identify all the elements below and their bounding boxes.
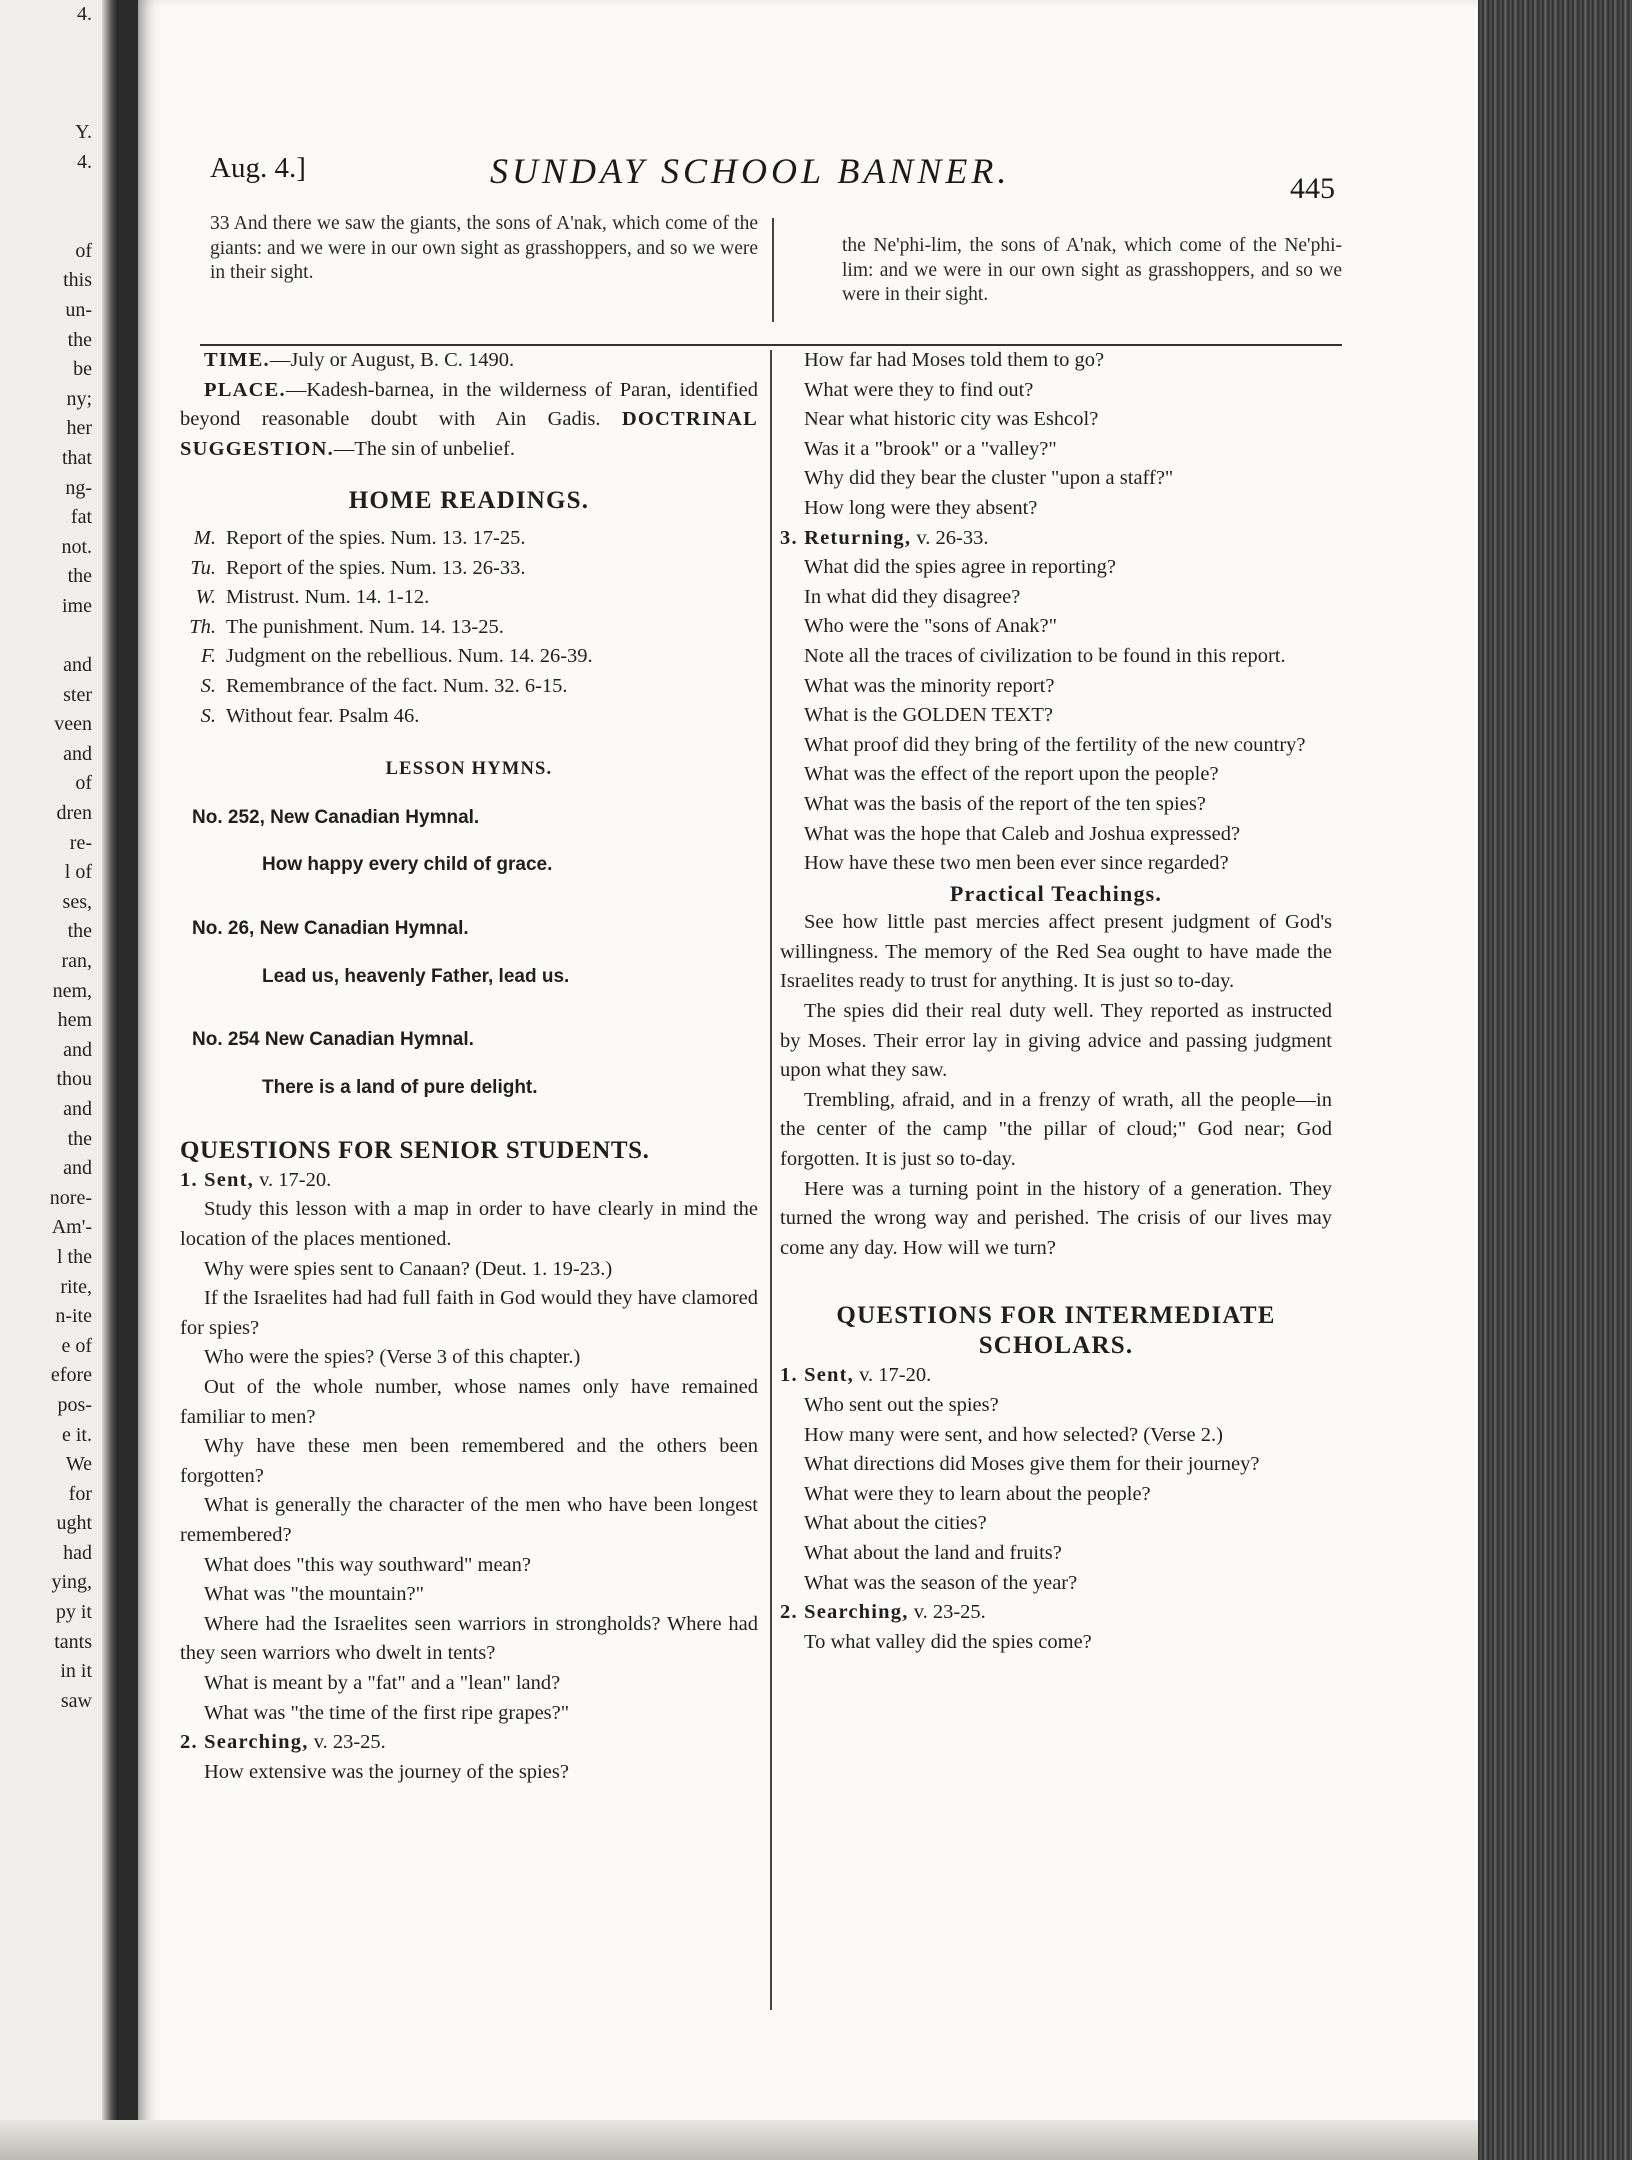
left-page-fragment: that [62,446,92,469]
left-page-fragment [50,621,92,651]
left-page-fragment: ses, [62,890,92,913]
intermediate-sent-number: 1. Sent, [780,1364,854,1387]
practical-teachings [780,908,1332,1263]
left-page-fragment: re- [69,831,92,854]
lesson-hymns-heading: LESSON HYMNS. [385,759,553,780]
question-paragraph: Near what historic city was Eshcol? [804,408,1099,431]
left-page-fragment: e it. [62,1423,92,1446]
column-divider [770,350,772,2010]
hymn-title: Lead us, heavenly Father, lead us. [262,965,570,987]
senior-sent-number: 1. Sent, [180,1168,254,1191]
home-reading-item [180,613,758,643]
question-paragraph: How far had Moses told them to go? [804,349,1105,371]
home-reading-day: F. [200,645,216,668]
teaching-paragraph: The spies did their real duty well. They reported as instructed by Moses. Their error lay in giving advice and passing judgment upon what they saw. [780,1000,1332,1082]
left-page-fragment: of [75,772,92,795]
left-page-fragment: ng- [65,476,92,499]
question-paragraph: What directions did Moses give them for their journey? [804,1453,1260,1476]
question-paragraph: What was the hope that Caleb and Joshua expressed? [804,822,1241,845]
question-paragraph: What was the effect of the report upon the people? [804,763,1219,786]
left-page-fragment: e of [61,1334,92,1357]
question-paragraph: What was "the mountain?" [204,1583,424,1606]
senior-sent-ref: v. 17-20. [259,1168,332,1191]
question-paragraph: How many were sent, and how selected? (Verse 2.) [804,1423,1223,1446]
home-reading-item [180,672,758,702]
senior-returning-questions [780,553,1332,879]
left-page-fragment: and [63,1157,92,1180]
hymn-gap [180,832,758,850]
hymn-gap [180,944,758,962]
left-page-fragment: tants [54,1630,92,1653]
question-paragraph: To what valley did the spies come? [804,1630,1092,1653]
question-paragraph: Was it a "brook" or a "valley?" [804,437,1057,460]
left-page-fragment: l of [64,861,92,884]
hymn-number: No. 26, New Canadian Hymnal. [192,917,469,939]
question-paragraph: Where had the Israelites seen warriors in strongholds? Where had they seen warriors who dwelt in tents? [180,1612,758,1665]
home-reading-text: Mistrust. Num. 14. 1-12. [226,586,430,609]
question-paragraph: What about the cities? [804,1512,987,1535]
left-page-fragment [50,59,92,89]
senior-sent-questions [180,1195,758,1728]
left-page-fragment: nore- [49,1186,92,1209]
left-page-fragment: n-ite [55,1305,92,1328]
question-paragraph: Why have these men been remembered and the others been forgotten? [180,1435,758,1487]
left-page-fragment: nem, [52,979,92,1002]
question-paragraph: What proof did they bring of the fertility of the new country? [804,733,1306,756]
left-page-fragment: efore [50,1364,92,1387]
left-page-fragment: this [63,269,92,292]
intermediate-sent-ref: v. 17-20. [859,1364,932,1387]
hymn-gap [180,1055,758,1073]
home-reading-text: Without fear. Psalm 46. [226,704,420,727]
home-reading-day: Tu. [190,556,216,579]
question-paragraph: Who were the spies? (Verse 3 of this chapter.) [204,1346,581,1369]
hymn-list [180,803,758,1103]
scripture-left: 33 And there we saw the giants, the sons of A'nak, which come of the giants: and we were in our own sight as grasshoppers, and so we were in their sight. [210,213,758,283]
time-label: TIME. [204,349,270,371]
left-page-fragment: and [63,1097,92,1120]
left-page-fragment: the [67,1127,92,1150]
left-column [180,346,758,1787]
question-paragraph: What was the basis of the report of the ten spies? [804,792,1206,815]
home-reading-text: Judgment on the rebellious. Num. 14. 26-39. [226,645,593,668]
place-label: PLACE. [204,378,286,401]
left-page-fragment: pos- [57,1393,92,1416]
intermediate-searching-ref: v. 23-25. [913,1601,986,1624]
question-paragraph: What is meant by a "fat" and a "lean" land? [204,1671,561,1694]
question-paragraph: What is generally the character of the men who have been longest remembered? [180,1494,758,1546]
left-page-fragment: saw [60,1689,92,1712]
intermediate-searching-questions [780,1628,1332,1658]
doctrinal-text: —The sin of unbelief. [333,437,515,460]
left-page-fragment: ster [63,683,92,706]
hymn-spacer [180,991,758,1025]
hymn-title: How happy every child of grace. [262,854,553,876]
left-page-fragment [50,30,92,60]
home-readings-heading: HOME READINGS. [348,487,590,515]
left-page-fragment: dren [56,802,92,825]
question-paragraph: What was the season of the year? [804,1571,1078,1594]
left-page-fragment: the [67,565,92,588]
question-paragraph: Study this lesson with a map in order to have clearly in mind the location of the places mentioned. [180,1198,758,1251]
scripture-divider [772,218,774,322]
intermediate-searching-number: 2. Searching, [780,1601,909,1624]
place-text: —Kadesh-barnea, in the wilderness of Paran, identified beyond reasonable doubt with Ain Gadis. [180,378,758,431]
intermediate-heading-line1: QUESTIONS FOR INTERMEDIATE [836,1302,1276,1330]
question-paragraph: If the Israelites had had full faith in God would they have clamored for spies? [180,1287,758,1339]
home-reading-day: Th. [189,615,216,638]
hymn-number: No. 254 New Canadian Hymnal. [192,1029,474,1051]
home-reading-item [180,583,758,613]
teaching-paragraph: Trembling, afraid, and in a frenzy of wrath, all the people—in the center of the camp "the pillar of cloud;" God near; God forgotten. It is just so to-day. [780,1088,1332,1171]
home-reading-text: The punishment. Num. 14. 13-25. [226,615,504,638]
left-page-fragment: un- [65,298,92,321]
question-paragraph: What did the spies agree in reporting? [804,556,1116,579]
senior-searching-ref: v. 23-25. [313,1731,386,1754]
teaching-paragraph: See how little past mercies affect present judgment of God's willingness. The memory of the Red Sea ought to have made the Israelites ready to trust for anything. It is just so to-day. [780,911,1332,993]
left-page-fragment [50,178,92,208]
left-page-fragment: 4. [77,150,92,173]
home-reading-day: S. [200,674,216,697]
left-page-fragment: veen [54,713,92,736]
senior-searching-questions-continued [780,346,1332,524]
question-paragraph: Why did they bear the cluster "upon a staff?" [804,467,1174,490]
home-reading-text: Report of the spies. Num. 13. 17-25. [226,526,526,549]
senior-searching-number: 2. Searching, [180,1731,309,1754]
hymn-spacer [180,880,758,914]
left-page-fragment [50,207,92,237]
left-page-fragment: Y. [75,121,92,144]
right-column [780,346,1332,1657]
question-paragraph: What were they to find out? [804,378,1034,401]
senior-questions-heading: QUESTIONS FOR SENIOR STUDENTS. [180,1137,650,1165]
home-readings-list [180,524,758,731]
left-page-fragment: had [63,1541,92,1564]
left-page-fragment: ying, [51,1571,92,1594]
question-paragraph: What was "the time of the first ripe grapes?" [204,1701,570,1724]
home-reading-item [180,524,758,554]
home-reading-item [180,702,758,732]
question-paragraph: Note all the traces of civilization to be found in this report. [804,644,1286,667]
question-paragraph: In what did they disagree? [804,585,1021,608]
question-paragraph: What were they to learn about the people? [804,1482,1151,1505]
left-page-fragment: rite, [60,1275,92,1298]
left-page-fragment: be [73,358,92,381]
question-paragraph: What was the minority report? [804,674,1055,697]
left-page-fragment: and [63,1038,92,1061]
left-page-fragment: ime [62,594,92,617]
left-page-fragment: fat [70,506,92,529]
senior-searching-questions [180,1758,758,1788]
left-page-fragment: ran, [61,950,92,972]
left-page-fragment: l the [57,1245,92,1268]
left-page-fragment [50,89,92,119]
left-page-edge [0,0,118,2160]
book-gutter [102,0,118,2160]
left-page-fragment: and [63,742,92,765]
left-page-fragment: hem [57,1009,92,1032]
left-page-fragment: not. [61,535,92,558]
home-reading-day: M. [193,526,216,549]
intermediate-sent-questions [780,1391,1332,1598]
left-page-fragment: py it [55,1601,92,1624]
question-paragraph: What does "this way southward" mean? [204,1553,531,1576]
intermediate-heading-line2: SCHOLARS. [978,1332,1134,1360]
home-reading-text: Remembrance of the fact. Num. 32. 6-15. [226,674,568,697]
home-reading-text: Report of the spies. Num. 13. 26-33. [226,556,526,579]
teaching-paragraph: Here was a turning point in the history of a generation. They turned the wrong way and perished. The crisis of our lives may come any day. How will we turn? [780,1177,1332,1259]
left-page-text-fragments [50,0,92,1716]
page-bottom-margin [0,2120,1478,2160]
question-paragraph: Out of the whole number, whose names only have remained familiar to men? [180,1376,758,1428]
question-paragraph: How long were they absent? [804,496,1038,519]
page-edges [1478,0,1632,2160]
left-page-fragment: and [63,654,92,677]
left-page-fragment: thou [56,1068,92,1091]
header-date: Aug. 4.] [210,152,306,184]
question-paragraph: What about the land and fruits? [804,1541,1062,1564]
hymn-title: There is a land of pure delight. [262,1076,538,1098]
home-reading-day: S. [200,704,216,727]
page-number: 445 [1290,172,1335,205]
question-paragraph: Who were the "sons of Anak?" [804,615,1057,638]
left-page-fragment: ught [56,1512,92,1535]
left-page-fragment: the [67,920,92,943]
time-text: —July or August, B. C. 1490. [269,349,515,371]
left-page-fragment: ny; [66,387,92,410]
left-page-fragment: Am'- [51,1216,92,1239]
scripture-right: the Ne'phi-lim, the sons of A'nak, which come of the Ne'phi-lim: and we were in our own sight as grasshoppers, and so we were in their sight. [842,235,1342,305]
senior-returning-number: 3. Returning, [780,526,912,549]
left-page-fragment: for [68,1482,92,1505]
left-page-fragment: the [67,328,92,351]
question-paragraph: Why were spies sent to Canaan? (Deut. 1. 19-23.) [204,1257,613,1280]
practical-teachings-heading: Practical Teachings. [949,880,1163,906]
senior-returning-ref: v. 26-33. [916,526,989,549]
home-reading-day: W. [195,586,216,609]
hymn-number: No. 252, New Canadian Hymnal. [192,806,480,828]
left-page-fragment: her [66,417,92,440]
doctrinal-label: DOCTRINAL SUGGESTION. [180,408,758,460]
home-reading-item [180,642,758,672]
left-page-fragment: of [75,239,92,262]
left-page-fragment: in it [60,1660,92,1683]
question-paragraph: What is the GOLDEN TEXT? [804,704,1053,727]
home-reading-item [180,554,758,584]
left-page-fragment: We [65,1453,92,1476]
question-paragraph: How extensive was the journey of the spies? [204,1760,569,1783]
running-title: SUNDAY SCHOOL BANNER. [490,151,1011,191]
question-paragraph: How have these two men been ever since regarded? [804,852,1229,875]
left-page-fragment: 4. [77,3,92,25]
question-paragraph: Who sent out the spies? [804,1394,999,1416]
